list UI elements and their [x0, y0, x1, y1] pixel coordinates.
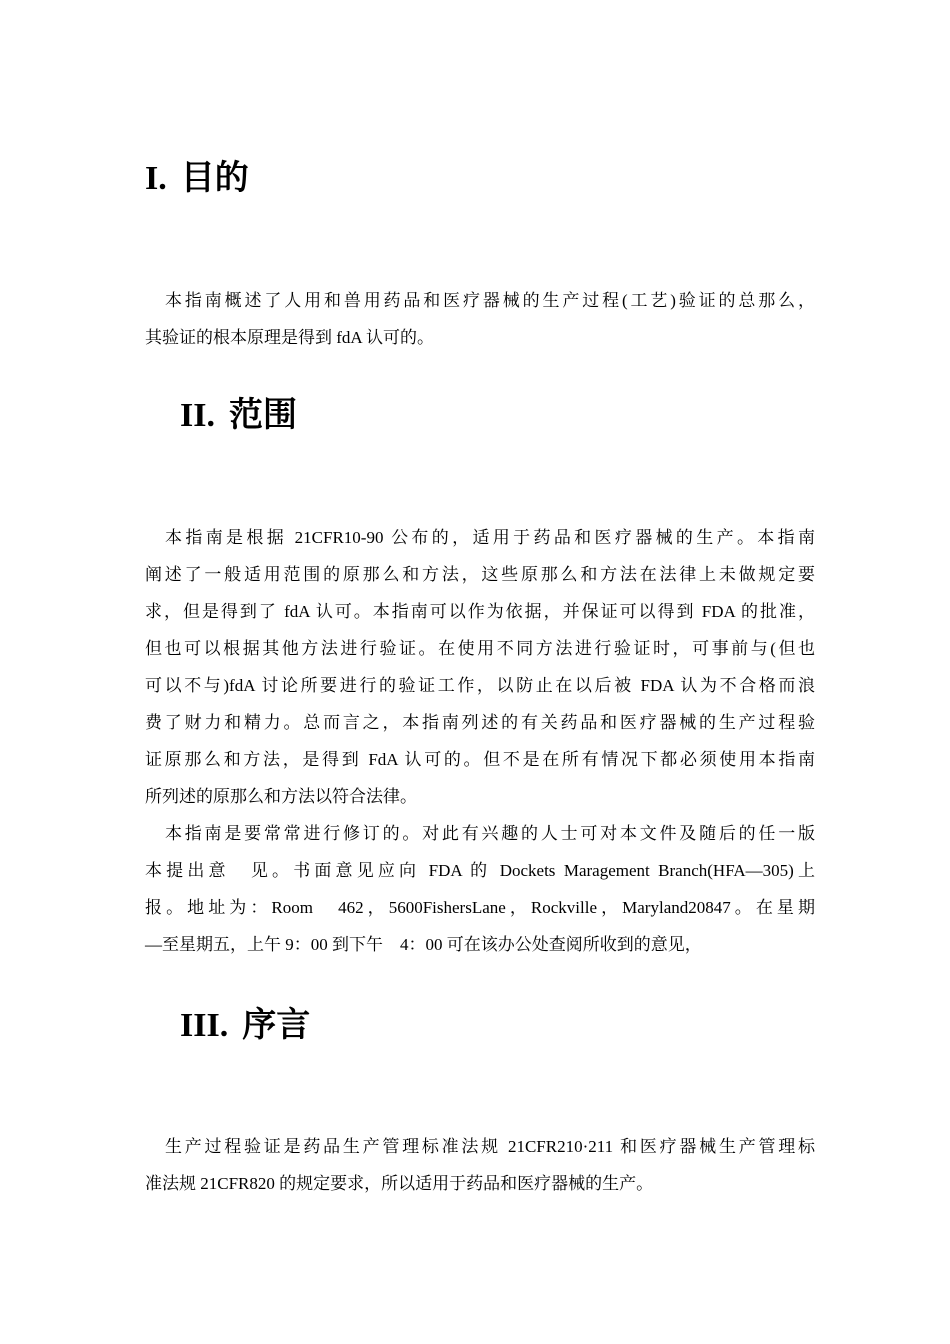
section-number: I. [145, 160, 167, 197]
section-number: II. [180, 397, 215, 434]
section-title: 目的 [180, 160, 249, 197]
paragraph-line: —至星期五，上午 9：00 到下午 4：00 可在该办公处查阅所收到的意见， [145, 935, 702, 954]
paragraph-line: 可以不与)fdA 讨论所要进行的验证工作，以防止在以后被 FDA 认为不合格而浪 [145, 676, 815, 695]
section-title: 序言 [242, 1007, 311, 1044]
paragraph-line: 其验证的根本原理是得到 fdA 认可的。 [145, 328, 434, 347]
paragraph-line: 费了财力和精力。总而言之，本指南列述的有关药品和医疗器械的生产过程验 [145, 713, 815, 732]
section-title: 范围 [228, 397, 297, 434]
section-number: III. [180, 1007, 229, 1044]
paragraph-line: 本提出意 见。书面意见应向 FDA 的 Dockets Maragement Branch(HFA—305)上 [145, 861, 815, 880]
paragraph-line: 准法规 21CFR820 的规定要求，所以适用于药品和医疗器械的生产。 [145, 1174, 654, 1193]
section-heading [180, 1006, 310, 1046]
paragraph-line: 求，但是得到了 fdA 认可。本指南可以作为依据，并保证可以得到 FDA 的批准， [145, 602, 815, 621]
paragraph-line: 阐述了一般适用范围的原那么和方法，这些原那么和方法在法律上未做规定要 [145, 565, 815, 584]
section-heading [180, 396, 297, 436]
paragraph-line: 本指南是要常常进行修订的。对此有兴趣的人士可对本文件及随后的任一版 [165, 824, 815, 843]
paragraph-line: 所列述的原那么和方法以符合法律。 [145, 787, 417, 806]
paragraph-line: 生产过程验证是药品生产管理标准法规 21CFR210·211 和医疗器械生产管理标 [165, 1137, 815, 1156]
paragraph-line: 报。地址为：Room 462，5600FishersLane，Rockville，Maryland20847。在星期 [145, 898, 815, 917]
section-heading [145, 159, 249, 199]
paragraph-line: 证原那么和方法，是得到 FdA 认可的。但不是在所有情况下都必须使用本指南 [145, 750, 815, 769]
paragraph-line: 本指南是根据 21CFR10-90 公布的，适用于药品和医疗器械的生产。本指南 [165, 528, 815, 547]
paragraph-line: 本指南概述了人用和兽用药品和医疗器械的生产过程(工艺)验证的总那么， [165, 291, 815, 310]
paragraph-line: 但也可以根据其他方法进行验证。在使用不同方法进行验证时，可事前与(但也 [145, 639, 815, 658]
